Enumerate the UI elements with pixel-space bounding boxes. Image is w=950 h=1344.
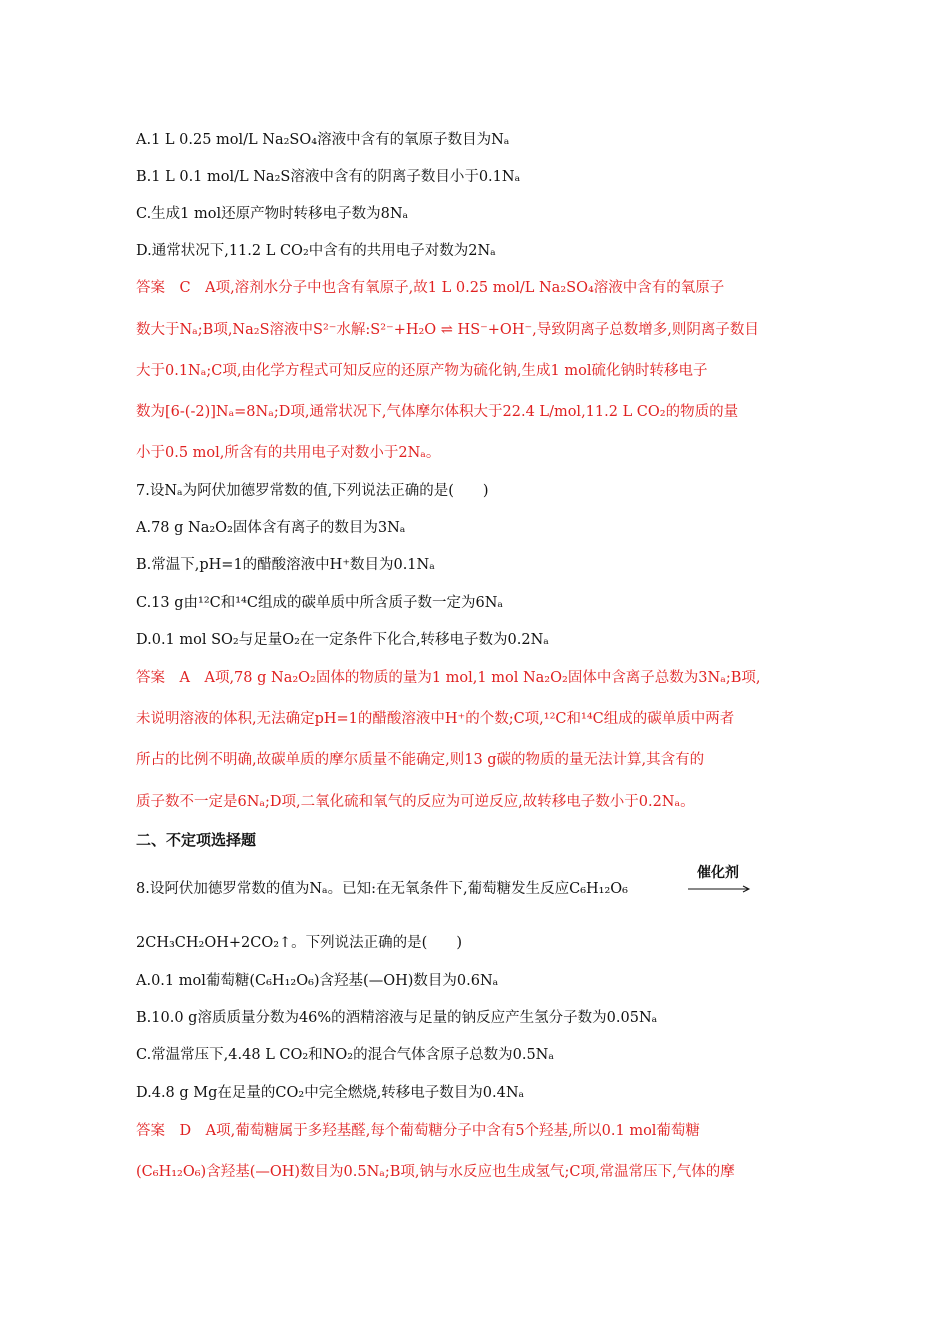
q8-option-d: D.4.8 g Mg在足量的CO₂中完全燃烧,转移电子数目为0.4Nₐ (136, 1085, 525, 1101)
q6-option-c: C.生成1 mol还原产物时转移电子数为8Nₐ (136, 206, 409, 222)
q6-option-a: A.1 L 0.25 mol/L Na₂SO₄溶液中含有的氧原子数目为Nₐ (136, 132, 510, 148)
q7-stem: 7.设Nₐ为阿伏加德罗常数的值,下列说法正确的是( ) (136, 483, 489, 499)
reaction-arrow-icon (688, 885, 752, 893)
q7-answer-line: 所占的比例不明确,故碳单质的摩尔质量不能确定,则13 g碳的物质的量无法计算,其含有的 (136, 752, 705, 768)
q7-option-b: B.常温下,pH=1的醋酸溶液中H⁺数目为0.1Nₐ (136, 557, 435, 573)
q8-answer-line: (C₆H₁₂O₆)含羟基(—OH)数目为0.5Nₐ;B项,钠与水反应也生成氢气;C项,常温常压下,气体的摩 (136, 1164, 735, 1180)
q7-answer-line: 答案 A A项,78 g Na₂O₂固体的物质的量为1 mol,1 mol Na₂O₂固体中含离子总数为3Nₐ;B项, (136, 670, 761, 686)
q6-answer-line: 答案 C A项,溶剂水分子中也含有氧原子,故1 L 0.25 mol/L Na₂SO₄溶液中含有的氧原子 (136, 280, 725, 296)
q7-answer-line: 质子数不一定是6Nₐ;D项,二氧化硫和氧气的反应为可逆反应,故转移电子数小于0.2Nₐ。 (136, 794, 695, 810)
q6-answer-line: 数为[6-(-2)]Nₐ=8Nₐ;D项,通常状况下,气体摩尔体积大于22.4 L/mol,11.2 L CO₂的物质的量 (136, 404, 739, 420)
q6-option-b: B.1 L 0.1 mol/L Na₂S溶液中含有的阴离子数目小于0.1Nₐ (136, 169, 521, 185)
q8-answer-line: 答案 D A项,葡萄糖属于多羟基醛,每个葡萄糖分子中含有5个羟基,所以0.1 mol葡萄糖 (136, 1123, 700, 1139)
catalyst-label: 催化剂 (697, 865, 739, 881)
section-heading: 二、不定项选择题 (136, 831, 257, 849)
q8-stem-line: 8.设阿伏加德罗常数的值为Nₐ。已知:在无氧条件下,葡萄糖发生反应C₆H₁₂O₆ (136, 881, 628, 897)
q7-option-d: D.0.1 mol SO₂与足量O₂在一定条件下化合,转移电子数为0.2Nₐ (136, 632, 549, 648)
q6-option-d: D.通常状况下,11.2 L CO₂中含有的共用电子对数为2Nₐ (136, 243, 496, 259)
q7-option-c: C.13 g由¹²C和¹⁴C组成的碳单质中所含质子数一定为6Nₐ (136, 595, 503, 611)
q6-answer-line: 数大于Nₐ;B项,Na₂S溶液中S²⁻水解:S²⁻+H₂O ⇌ HS⁻+OH⁻,导致阴离子总数增多,则阴离子数目 (136, 322, 759, 338)
q6-answer-line: 大于0.1Nₐ;C项,由化学方程式可知反应的还原产物为硫化钠,生成1 mol硫化钠时转移电子 (136, 363, 708, 379)
q7-option-a: A.78 g Na₂O₂固体含有离子的数目为3Nₐ (136, 520, 406, 536)
q6-answer-line: 小于0.5 mol,所含有的共用电子对数小于2Nₐ。 (136, 445, 441, 461)
q7-answer-line: 未说明溶液的体积,无法确定pH=1的醋酸溶液中H⁺的个数;C项,¹²C和¹⁴C组成的碳单质中两者 (136, 711, 735, 727)
q8-option-a: A.0.1 mol葡萄糖(C₆H₁₂O₆)含羟基(—OH)数目为0.6Nₐ (136, 973, 499, 989)
q8-stem-line: 2CH₃CH₂OH+2CO₂↑。下列说法正确的是( ) (136, 935, 462, 951)
q8-option-b: B.10.0 g溶质质量分数为46%的酒精溶液与足量的钠反应产生氢分子数为0.05Nₐ (136, 1010, 658, 1026)
q8-option-c: C.常温常压下,4.48 L CO₂和NO₂的混合气体含原子总数为0.5Nₐ (136, 1047, 554, 1063)
